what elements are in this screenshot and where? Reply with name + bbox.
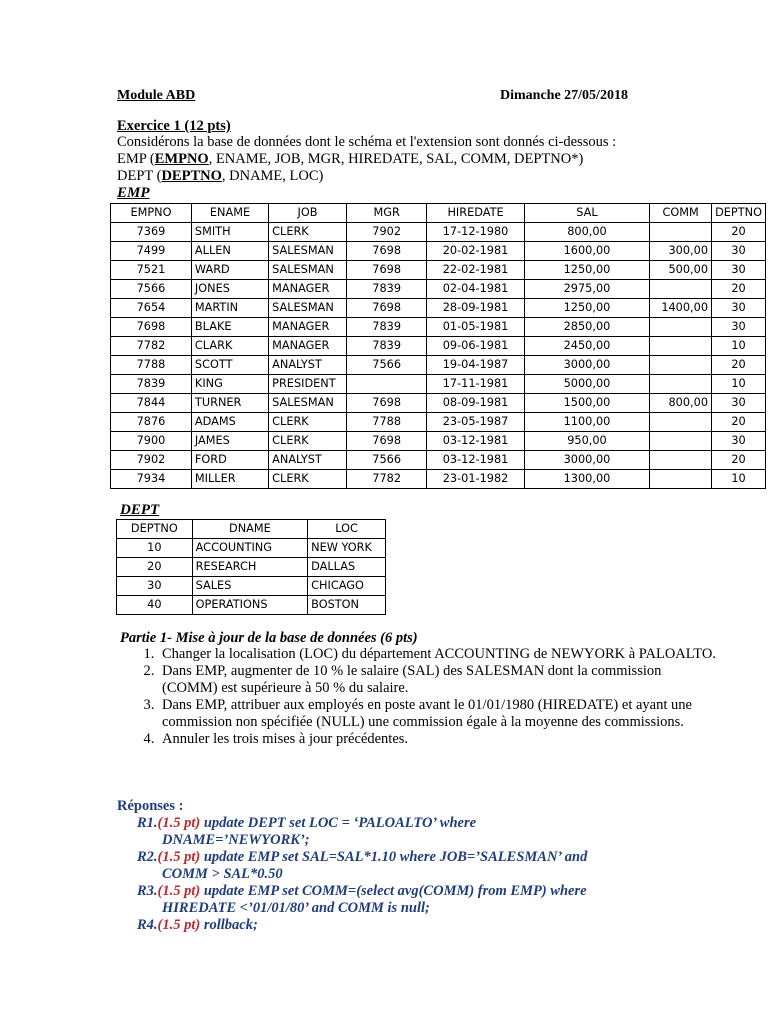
question-item: 4. Annuler les trois mises à jour précédentes. [158, 731, 718, 748]
emp-cell: 7698 [346, 299, 427, 318]
emp-cell: 7839 [346, 280, 427, 299]
emp-cell: CLERK [269, 470, 347, 489]
emp-cell: 17-12-1980 [427, 223, 524, 242]
emp-cell: 7698 [346, 261, 427, 280]
emp-cell: 7566 [346, 356, 427, 375]
emp-cell: 500,00 [650, 261, 712, 280]
emp-cell: 01-05-1981 [427, 318, 524, 337]
emp-cell: 10 [712, 375, 766, 394]
emp-cell: TURNER [191, 394, 268, 413]
emp-cell: 20 [712, 451, 766, 470]
emp-row [111, 261, 766, 280]
emp-cell: 1250,00 [524, 299, 650, 318]
emp-cell: 950,00 [524, 432, 650, 451]
emp-cell: 7782 [346, 470, 427, 489]
emp-row [111, 223, 766, 242]
dept-cell: OPERATIONS [192, 596, 307, 615]
answer-code: update EMP set SAL=SAL*1.10 where JOB=’SALESMAN’ and [200, 849, 588, 865]
emp-cell: PRESIDENT [269, 375, 347, 394]
emp-cell: 19-04-1987 [427, 356, 524, 375]
emp-cell: 1300,00 [524, 470, 650, 489]
answer-r4 [137, 917, 258, 934]
exercise-intro: Considérons la base de données dont le schéma et l'extension sont donnés ci-dessous : [117, 134, 617, 150]
emp-cell: 7902 [346, 223, 427, 242]
emp-cell: SALESMAN [269, 261, 347, 280]
emp-row [111, 375, 766, 394]
emp-row [111, 470, 766, 489]
emp-cell [650, 413, 712, 432]
schema-dept-rest: , DNAME, LOC) [221, 168, 324, 184]
dept-cell: 40 [117, 596, 193, 615]
document-date: Dimanche 27/05/2018 [500, 88, 628, 103]
answer-code: update DEPT set LOC = ‘PALOALTO’ where [200, 815, 477, 831]
emp-cell: 1100,00 [524, 413, 650, 432]
emp-cell: 7521 [111, 261, 192, 280]
emp-cell: JONES [191, 280, 268, 299]
dept-cell: NEW YORK [308, 539, 386, 558]
answer-r2-line2: COMM > SAL*0.50 [162, 866, 283, 882]
emp-cell: 7698 [111, 318, 192, 337]
schema-emp-rest: , ENAME, JOB, MGR, HIREDATE, SAL, COMM, DEPTNO*) [208, 151, 584, 167]
emp-cell: SALESMAN [269, 394, 347, 413]
answer-code: rollback; [200, 917, 258, 933]
emp-cell: 7788 [111, 356, 192, 375]
emp-cell: 20-02-1981 [427, 242, 524, 261]
dept-header-cell: DEPTNO [117, 520, 193, 539]
emp-cell: 03-12-1981 [427, 451, 524, 470]
emp-cell: 09-06-1981 [427, 337, 524, 356]
emp-cell: 20 [712, 280, 766, 299]
emp-cell: SALESMAN [269, 242, 347, 261]
answer-points: (1.5 pt) [157, 883, 201, 899]
question-item: 3. Dans EMP, attribuer aux employés en poste avant le 01/01/1980 (HIREDATE) et ayant une commission non spécifiée (NULL) une commission égale à la moyenne des commissions. [158, 697, 718, 731]
emp-cell: 03-12-1981 [427, 432, 524, 451]
dept-cell: ACCOUNTING [192, 539, 307, 558]
answer-label: R4. [137, 917, 158, 933]
emp-cell: 800,00 [650, 394, 712, 413]
emp-cell: 7369 [111, 223, 192, 242]
emp-row [111, 451, 766, 470]
emp-cell [650, 280, 712, 299]
emp-cell [650, 432, 712, 451]
dept-row [117, 596, 386, 615]
emp-cell: CLARK [191, 337, 268, 356]
dept-row [117, 577, 386, 596]
emp-row [111, 318, 766, 337]
emp-cell: CLERK [269, 432, 347, 451]
module-title: Module ABD [117, 88, 196, 103]
emp-cell: WARD [191, 261, 268, 280]
emp-cell: 7499 [111, 242, 192, 261]
question-item: 1. Changer la localisation (LOC) du département ACCOUNTING de NEWYORK à PALOALTO. [158, 646, 718, 663]
dept-cell: RESEARCH [192, 558, 307, 577]
emp-cell: 7654 [111, 299, 192, 318]
emp-cell: 30 [712, 318, 766, 337]
answer-r2 [137, 849, 587, 866]
dept-header-cell: LOC [308, 520, 386, 539]
schema-dept-prefix: DEPT ( [117, 168, 162, 184]
schema-emp [117, 151, 583, 168]
exercise-title: Exercice 1 (12 pts) [117, 118, 231, 134]
schema-dept [117, 168, 323, 185]
emp-header-cell: MGR [346, 204, 427, 223]
answer-code: update EMP set COMM=(select avg(COMM) from EMP) where [200, 883, 587, 899]
emp-cell: 17-11-1981 [427, 375, 524, 394]
emp-row [111, 394, 766, 413]
emp-cell: 7698 [346, 432, 427, 451]
emp-header-cell: SAL [524, 204, 650, 223]
emp-cell: 1500,00 [524, 394, 650, 413]
emp-row [111, 432, 766, 451]
emp-cell [650, 451, 712, 470]
emp-cell: 23-05-1987 [427, 413, 524, 432]
dept-row [117, 558, 386, 577]
emp-cell [650, 223, 712, 242]
emp-cell [650, 375, 712, 394]
emp-cell: SALESMAN [269, 299, 347, 318]
emp-header-cell: EMPNO [111, 204, 192, 223]
emp-cell: SMITH [191, 223, 268, 242]
dept-cell: DALLAS [308, 558, 386, 577]
dept-header-row [117, 520, 386, 539]
dept-table [116, 519, 386, 615]
emp-cell: 7698 [346, 394, 427, 413]
emp-cell: MANAGER [269, 337, 347, 356]
answer-label: R2. [137, 849, 158, 865]
emp-cell: MARTIN [191, 299, 268, 318]
emp-cell: 30 [712, 394, 766, 413]
emp-row [111, 242, 766, 261]
emp-cell: 3000,00 [524, 451, 650, 470]
emp-cell: 02-04-1981 [427, 280, 524, 299]
emp-cell: KING [191, 375, 268, 394]
answer-points: (1.5 pt) [157, 849, 201, 865]
partie1-title: Partie 1- Mise à jour de la base de données (6 pts) [120, 630, 418, 646]
emp-row [111, 356, 766, 375]
emp-cell: 30 [712, 299, 766, 318]
emp-table [110, 203, 766, 489]
emp-cell: 20 [712, 223, 766, 242]
emp-row [111, 280, 766, 299]
dept-header-cell: DNAME [192, 520, 307, 539]
question-item: 2. Dans EMP, augmenter de 10 % le salaire (SAL) des SALESMAN dont la commission (COMM) est supérieure à 50 % du salaire. [158, 663, 718, 697]
emp-cell: 1600,00 [524, 242, 650, 261]
emp-cell: 7844 [111, 394, 192, 413]
emp-row [111, 413, 766, 432]
emp-cell: 1250,00 [524, 261, 650, 280]
emp-cell: ALLEN [191, 242, 268, 261]
questions-list [120, 646, 718, 748]
emp-cell: 7839 [111, 375, 192, 394]
emp-cell: 30 [712, 242, 766, 261]
emp-cell: 30 [712, 432, 766, 451]
answer-r3-line2: HIREDATE <’01/01/80’ and COMM is null; [162, 900, 430, 916]
answer-r1-line2: DNAME=’NEWYORK’; [162, 832, 310, 848]
dept-cell: BOSTON [308, 596, 386, 615]
answer-label: R3. [137, 883, 158, 899]
emp-cell: 2450,00 [524, 337, 650, 356]
answer-r1 [137, 815, 476, 832]
emp-cell [650, 470, 712, 489]
emp-cell: 7934 [111, 470, 192, 489]
answer-points: (1.5 pt) [157, 815, 201, 831]
schema-dept-key: DEPTNO [161, 168, 222, 184]
dept-cell: 30 [117, 577, 193, 596]
emp-cell: 800,00 [524, 223, 650, 242]
emp-cell: 20 [712, 413, 766, 432]
emp-cell: MILLER [191, 470, 268, 489]
emp-cell: ANALYST [269, 356, 347, 375]
emp-cell: 2850,00 [524, 318, 650, 337]
emp-cell: 5000,00 [524, 375, 650, 394]
emp-header-cell: ENAME [191, 204, 268, 223]
emp-cell: 7839 [346, 318, 427, 337]
emp-header-cell: JOB [269, 204, 347, 223]
emp-cell: SCOTT [191, 356, 268, 375]
emp-header-cell: HIREDATE [427, 204, 524, 223]
emp-row [111, 299, 766, 318]
dept-table-label: DEPT [120, 502, 160, 518]
emp-cell: 22-02-1981 [427, 261, 524, 280]
emp-cell: 30 [712, 261, 766, 280]
emp-cell: FORD [191, 451, 268, 470]
emp-cell: 3000,00 [524, 356, 650, 375]
dept-cell: SALES [192, 577, 307, 596]
emp-cell: 7782 [111, 337, 192, 356]
emp-cell: 28-09-1981 [427, 299, 524, 318]
emp-cell: CLERK [269, 223, 347, 242]
emp-cell: MANAGER [269, 280, 347, 299]
emp-cell: 20 [712, 356, 766, 375]
emp-cell: 08-09-1981 [427, 394, 524, 413]
emp-cell: 1400,00 [650, 299, 712, 318]
dept-row [117, 539, 386, 558]
emp-header-cell: COMM [650, 204, 712, 223]
emp-cell: MANAGER [269, 318, 347, 337]
emp-cell [650, 356, 712, 375]
emp-cell: 2975,00 [524, 280, 650, 299]
emp-cell [650, 337, 712, 356]
emp-cell: 7788 [346, 413, 427, 432]
schema-emp-prefix: EMP ( [117, 151, 155, 167]
reponses-title: Réponses : [117, 798, 184, 814]
answer-r3 [137, 883, 587, 900]
answer-points: (1.5 pt) [157, 917, 201, 933]
emp-cell: 300,00 [650, 242, 712, 261]
emp-cell: 7698 [346, 242, 427, 261]
emp-cell: 10 [712, 470, 766, 489]
emp-row [111, 337, 766, 356]
emp-cell: 23-01-1982 [427, 470, 524, 489]
emp-cell: 7566 [346, 451, 427, 470]
emp-cell: 7900 [111, 432, 192, 451]
emp-cell: 7876 [111, 413, 192, 432]
emp-cell: 7566 [111, 280, 192, 299]
emp-cell: CLERK [269, 413, 347, 432]
dept-cell: 10 [117, 539, 193, 558]
emp-cell: 7839 [346, 337, 427, 356]
emp-cell: 7902 [111, 451, 192, 470]
schema-emp-key: EMPNO [154, 151, 209, 167]
answer-label: R1. [137, 815, 158, 831]
emp-cell [346, 375, 427, 394]
emp-cell: BLAKE [191, 318, 268, 337]
emp-header-row [111, 204, 766, 223]
emp-header-cell: DEPTNO [712, 204, 766, 223]
emp-cell: JAMES [191, 432, 268, 451]
emp-cell: ADAMS [191, 413, 268, 432]
dept-cell: CHICAGO [308, 577, 386, 596]
emp-table-label: EMP [117, 185, 150, 201]
emp-cell: 10 [712, 337, 766, 356]
emp-cell: ANALYST [269, 451, 347, 470]
dept-cell: 20 [117, 558, 193, 577]
emp-cell [650, 318, 712, 337]
